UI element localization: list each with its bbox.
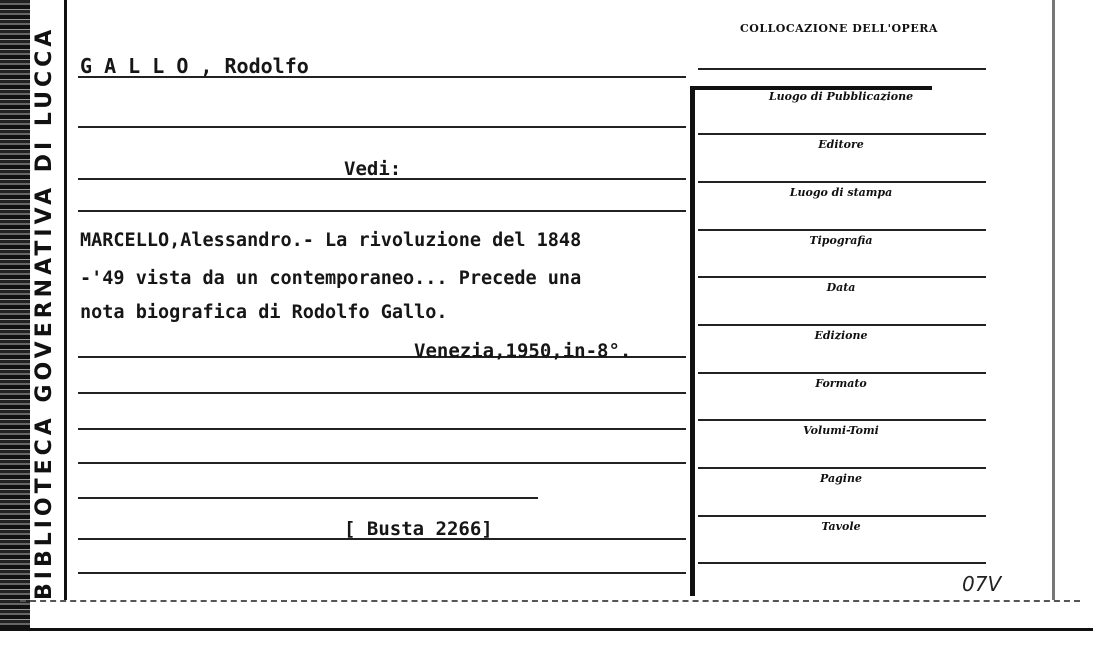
rule-line [698,515,986,517]
vedi-label: Vedi: [344,158,402,180]
panel-divider-line [690,86,695,596]
rule-line [698,181,986,183]
rule-line [698,467,986,469]
rule-line [698,324,986,326]
card-bottom-edge [0,628,1093,666]
rule-line [698,68,986,70]
rule-line [78,428,686,430]
rule-line [78,497,538,499]
field-label: Volumi-Tomi [803,424,879,437]
rule-line [78,462,686,464]
rule-line [698,562,986,564]
shelfmark: [ Busta 2266] [344,518,493,540]
field-label: Tipografia [809,234,873,247]
field-label: Luogo di stampa [789,186,893,199]
author-heading: G A L L O , Rodolfo [80,54,309,78]
handwritten-number: 07V [962,572,1002,596]
rule-line [78,572,686,574]
entry-line-1: MARCELLO,Alessandro.- La rivoluzione del 1848 [80,230,582,251]
rule-line [698,133,986,135]
field-label: Edizione [814,329,868,342]
right-edge-line [1052,0,1055,600]
library-stamp-text: BIBLIOTECA GOVERNATIVA DI LUCCA [32,25,57,600]
rule-line [78,210,686,212]
field-label: Formato [815,377,867,390]
field-label: Pagine [820,472,862,485]
field-label: Luogo di Pubblicazione [768,90,914,103]
entry-line-3: nota biografica di Rodolfo Gallo. [80,302,448,323]
collocation-heading: COLLOCAZIONE DELL'OPERA [740,22,938,35]
imprint: Venezia,1950,in-8°. [414,340,632,362]
rule-line [78,126,686,128]
rule-line [698,276,986,278]
field-label: Editore [818,138,864,151]
entry-line-2: -'49 vista da un contemporaneo... Precede una [80,268,582,289]
field-label: Tavole [821,520,861,533]
library-stamp-strip [0,0,30,663]
rule-line [698,419,986,421]
rule-line [698,229,986,231]
rule-line [698,372,986,374]
left-margin-line [64,0,67,600]
field-label: Data [826,281,856,294]
rule-line [78,392,686,394]
perforation-line [20,600,1080,602]
